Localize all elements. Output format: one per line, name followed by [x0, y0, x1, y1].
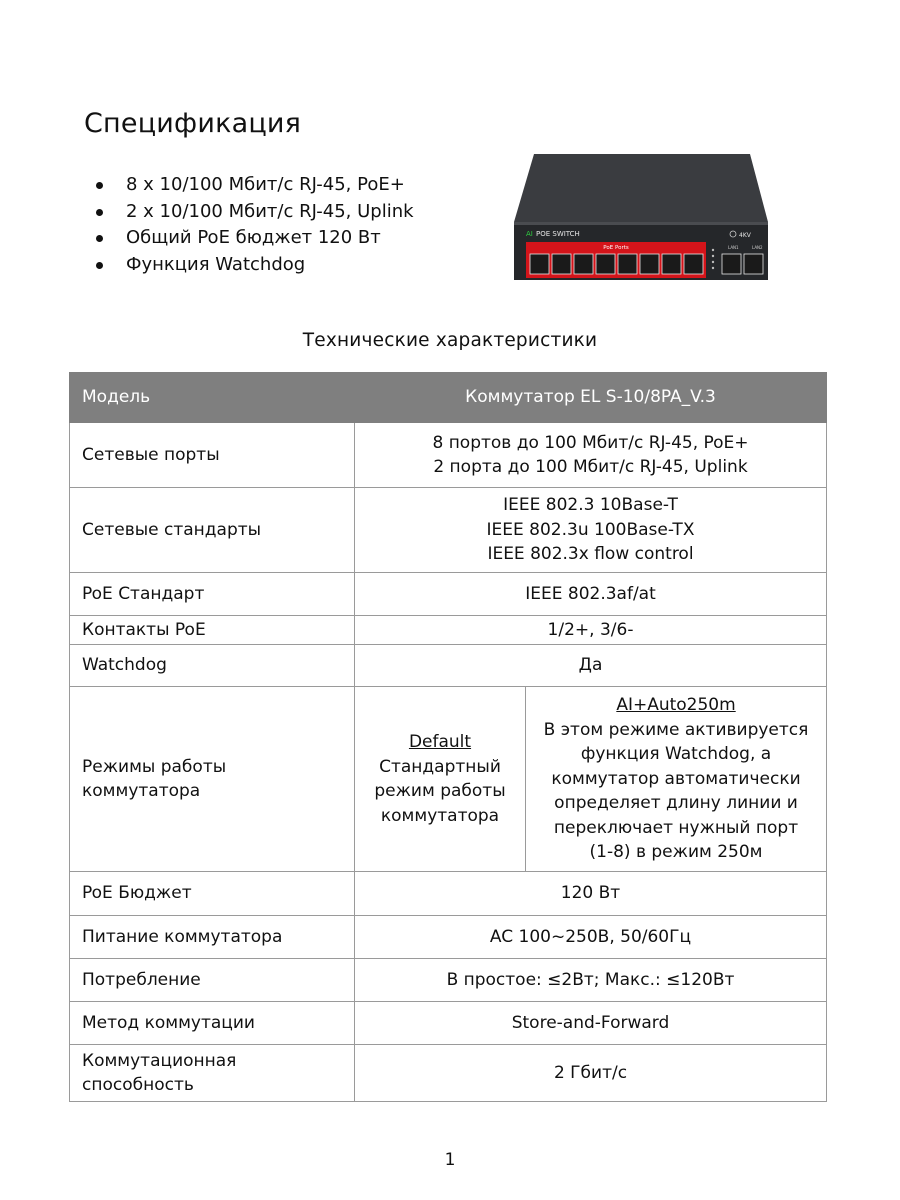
switch-top-face	[514, 154, 768, 222]
value-line: переключает нужный порт	[553, 817, 799, 838]
table-row	[70, 616, 827, 645]
table-row	[70, 1045, 827, 1102]
value-line: функция Watchdog, а	[580, 744, 772, 765]
bullet-icon	[96, 235, 103, 242]
row-label: Сетевые порты	[70, 423, 355, 488]
row-label: PoE Бюджет	[70, 872, 355, 916]
value-line: 2 порта до 100 Мбит/с RJ-45, Uplink	[433, 457, 748, 477]
poe-switch-product-image	[512, 150, 772, 285]
row-label	[70, 1045, 355, 1102]
row-label: PoE Стандарт	[70, 573, 355, 616]
page-title: Спецификация	[84, 108, 302, 139]
row-label: Метод коммутации	[70, 1002, 355, 1045]
value-line: В этом режиме активируется	[543, 719, 809, 740]
row-value: AC 100~250В, 50/60Гц	[355, 916, 827, 959]
page-number: 1	[444, 1150, 456, 1170]
row-label	[70, 687, 355, 872]
table-row	[70, 488, 827, 573]
row-value: В простое: ≤2Вт; Макс.: ≤120Вт	[355, 959, 827, 1002]
row-label: Потребление	[70, 959, 355, 1002]
row-label: Watchdog	[70, 645, 355, 687]
feature-text: 2 x 10/100 Мбит/с RJ-45, Uplink	[126, 200, 414, 222]
lan2-label: LAN2	[752, 245, 763, 250]
table-row	[70, 916, 827, 959]
value-line: IEEE 802.3 10Base-T	[503, 495, 678, 516]
table-row	[70, 959, 827, 1002]
header-label: Модель	[70, 373, 355, 423]
value-line: IEEE 802.3x flow control	[487, 544, 694, 565]
bullet-icon	[96, 182, 103, 189]
value-line: IEEE 802.3u 100Base-TX	[486, 519, 695, 540]
header-value: Коммутатор EL S-10/8PA_V.3	[355, 373, 827, 423]
row-value: IEEE 802.3af/at	[355, 573, 827, 616]
label-line: Коммутационная	[82, 1050, 237, 1071]
feature-text: Функция Watchdog	[126, 253, 306, 275]
row-label: Питание коммутатора	[70, 916, 355, 959]
row-value	[355, 423, 827, 488]
row-value	[355, 488, 827, 573]
table-row	[70, 687, 827, 872]
surge-label: 4KV	[739, 232, 751, 239]
feature-text: Общий PoE бюджет 120 Вт	[126, 227, 381, 248]
mode-default-title: Default	[408, 732, 472, 752]
label-line: коммутатора	[82, 781, 201, 801]
value-line: 8 портов до 100 Мбит/с RJ-45, PoE+	[432, 432, 749, 453]
poe-ports-label: PoE Ports	[603, 245, 629, 251]
row-value: Да	[355, 645, 827, 687]
row-label: Сетевые стандарты	[70, 488, 355, 573]
mode-ai	[526, 687, 827, 872]
row-label: Контакты PoE	[70, 616, 355, 645]
bullet-icon	[96, 262, 103, 269]
feature-item	[92, 199, 414, 226]
feature-list	[92, 172, 414, 278]
value-line: коммутатор автоматически	[551, 768, 801, 789]
mode-default	[355, 687, 526, 872]
table-row	[70, 1002, 827, 1045]
row-value: Store-and-Forward	[355, 1002, 827, 1045]
value-line: режим работы	[374, 781, 506, 801]
table-row	[70, 645, 827, 687]
brand-label: POE SWITCH	[536, 230, 580, 238]
value-line: Стандартный	[379, 756, 501, 777]
bullet-icon	[96, 209, 103, 216]
lan1-label: LAN1	[728, 245, 739, 250]
section-title: Технические характеристики	[302, 330, 598, 351]
table-row	[70, 423, 827, 488]
table-row	[70, 573, 827, 616]
label-line: способность	[82, 1075, 194, 1095]
feature-item	[92, 225, 414, 252]
value-line: коммутатора	[380, 805, 500, 826]
value-line: (1-8) в режим 250м	[589, 842, 763, 863]
feature-item	[92, 252, 414, 279]
row-value: 1/2+, 3/6-	[355, 616, 827, 645]
feature-item	[92, 172, 414, 199]
feature-text: 8 x 10/100 Мбит/с RJ-45, PoE+	[126, 174, 405, 195]
value-line: определяет длину линии и	[554, 793, 798, 814]
spec-table	[69, 372, 827, 1102]
table-row	[70, 872, 827, 916]
mode-ai-title: AI+Auto250m	[616, 695, 736, 716]
brand-prefix: AI	[526, 230, 533, 238]
row-value: 120 Вт	[355, 872, 827, 916]
label-line: Режимы работы	[82, 756, 227, 777]
table-header-row	[70, 373, 827, 423]
row-value: 2 Гбит/с	[355, 1045, 827, 1102]
